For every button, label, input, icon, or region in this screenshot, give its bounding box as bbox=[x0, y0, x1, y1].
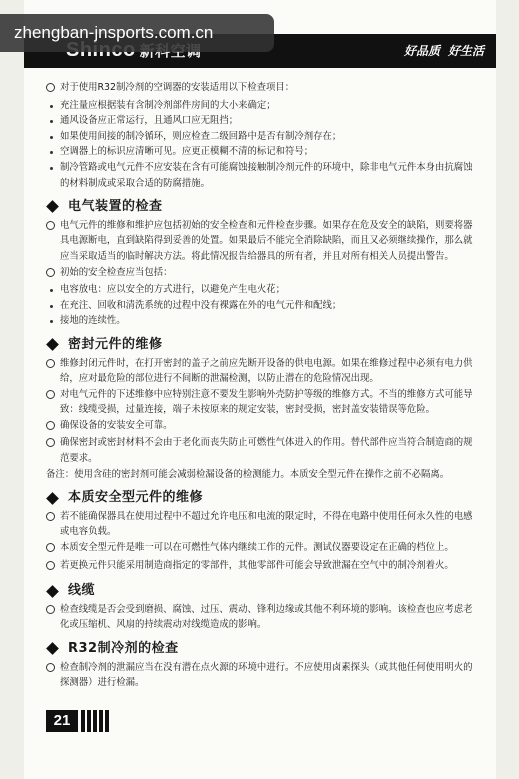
dot-bullet-icon bbox=[50, 105, 53, 108]
list-item: 若不能确保器具在使用过程中不超过允许电压和电流的限定时，不得在电路中使用任何永久性的电感或电容负载。 bbox=[46, 509, 476, 540]
page-number: 21 bbox=[46, 710, 78, 732]
content bbox=[46, 80, 476, 691]
circle-bullet-icon bbox=[46, 421, 55, 430]
list-item: 若更换元件只能采用制造商指定的零部件，其他零部件可能会导致泄漏在空气中的制冷剂着火。 bbox=[46, 558, 476, 576]
list-item: 制冷管路或电气元件不应安装在含有可能腐蚀接触制冷剂元件的环境中，除非电气元件本身由抗腐蚀的材料制成或采取合适的防腐措施。 bbox=[46, 160, 476, 191]
list-item: 检查制冷剂的泄漏应当在没有潜在点火源的环境中进行。不应使用卤素探头（或其他任何使用明火的探测器）进行检漏。 bbox=[46, 660, 476, 691]
manual-page bbox=[24, 0, 496, 779]
dot-bullet-icon bbox=[50, 320, 53, 323]
watermark-url-badge: zhengban-jnsports.com.cn bbox=[0, 14, 274, 52]
list-item: 初始的安全检查应当包括： bbox=[46, 265, 476, 283]
section-heading-intrinsically-safe: 本质安全型元件的维修 bbox=[46, 490, 476, 506]
slogan-part-1: 好品质 bbox=[403, 44, 440, 58]
diamond-bullet-icon bbox=[46, 642, 59, 655]
list-item: 维修封闭元件时，在打开密封的盖子之前应先断开设备的供电电源。如果在维修过程中必须有电力供给，应对最危险的部位进行不间断的泄漏检测，以防止潜在的危险情况出现。 bbox=[46, 356, 476, 387]
dot-bullet-icon bbox=[50, 120, 53, 123]
list-item: 确保密封或密封材料不会由于老化而丧失防止可燃性气体进入的作用。替代部件应当符合制造商的规范要求。 bbox=[46, 435, 476, 466]
list-item: 电容放电：应以安全的方式进行，以避免产生电火花； bbox=[46, 282, 476, 298]
list-item: 检查线缆是否会受到磨损、腐蚀、过压、震动、锋利边缘或其他不利环境的影响。该检查也应考虑老化或压缩机、风扇的持续震动对线缆造成的影响。 bbox=[46, 602, 476, 633]
list-item: 充注量应根据装有含制冷剂部件房间的大小来确定； bbox=[46, 98, 476, 114]
circle-bullet-icon bbox=[46, 605, 55, 614]
dot-bullet-icon bbox=[50, 151, 53, 154]
slogan-part-2: 好生活 bbox=[447, 44, 484, 58]
list-item: 对电气元件的下述维修中应特别注意不要发生影响外壳防护等级的维修方式。不当的维修方式可能导致：线缆受损，过量连接，端子未按原来的规定安装，密封受损，密封盖安装错误等危险。 bbox=[46, 387, 476, 418]
section-heading-r32-check: R32制冷剂的检查 bbox=[46, 641, 476, 657]
page-number-bars bbox=[81, 710, 111, 732]
list-item: 如果使用间接的制冷循环，则应检查二级回路中是否有制冷剂存在； bbox=[46, 129, 476, 145]
diamond-bullet-icon bbox=[46, 492, 59, 505]
dot-bullet-icon bbox=[50, 289, 53, 292]
list-item: 通风设备应正常运行，且通风口应无阻挡； bbox=[46, 113, 476, 129]
circle-bullet-icon bbox=[46, 512, 55, 521]
list-item: 确保设备的安装安全可靠。 bbox=[46, 418, 476, 436]
list-item: 接地的连续性。 bbox=[46, 313, 476, 329]
section-heading-sealed-components: 密封元件的维修 bbox=[46, 337, 476, 353]
note-label: 备注： bbox=[46, 468, 75, 480]
list-item: 本质安全型元件是唯一可以在可燃性气体内继续工作的元件。测试仪器要设定在正确的档位上。 bbox=[46, 540, 476, 558]
circle-bullet-icon bbox=[46, 438, 55, 447]
circle-bullet-icon bbox=[46, 561, 55, 570]
diamond-bullet-icon bbox=[46, 585, 59, 598]
circle-bullet-icon bbox=[46, 221, 55, 230]
diamond-bullet-icon bbox=[46, 201, 59, 214]
note-text: 使用含硅的密封剂可能会减弱检漏设备的检测能力。本质安全型元件在操作之前不必隔离。 bbox=[74, 468, 450, 480]
note bbox=[46, 467, 476, 483]
dot-bullet-icon bbox=[50, 167, 53, 170]
circle-bullet-icon bbox=[46, 359, 55, 368]
list-item: 空调器上的标识应清晰可见。应更正模糊不清的标记和符号； bbox=[46, 144, 476, 160]
dot-bullet-icon bbox=[50, 305, 53, 308]
circle-bullet-icon bbox=[46, 663, 55, 672]
list-item: 在充注、回收和清洗系统的过程中没有裸露在外的电气元件和配线； bbox=[46, 298, 476, 314]
circle-bullet-icon bbox=[46, 83, 55, 92]
list-item: 电气元件的维修和维护应包括初始的安全检查和元件检查步骤。如果存在危及安全的缺陷，则要将器具电源断电，直到缺陷得到妥善的处置。如果最后不能完全消除缺陷，而且又必须继续操作，那么就应当采取适当的临时解决方法。将此情况报告给器具的所有者，并且对所有相关人员提出警告。 bbox=[46, 218, 476, 265]
circle-bullet-icon bbox=[46, 543, 55, 552]
circle-bullet-icon bbox=[46, 390, 55, 399]
intro-lead: 对于使用R32制冷剂的空调器的安装适用以下检查项目： bbox=[46, 80, 476, 98]
section-heading-electrical: 电气装置的检查 bbox=[46, 199, 476, 215]
circle-bullet-icon bbox=[46, 268, 55, 277]
dot-bullet-icon bbox=[50, 136, 53, 139]
diamond-bullet-icon bbox=[46, 338, 59, 351]
slogan bbox=[404, 42, 484, 59]
section-heading-cables: 线缆 bbox=[46, 583, 476, 599]
